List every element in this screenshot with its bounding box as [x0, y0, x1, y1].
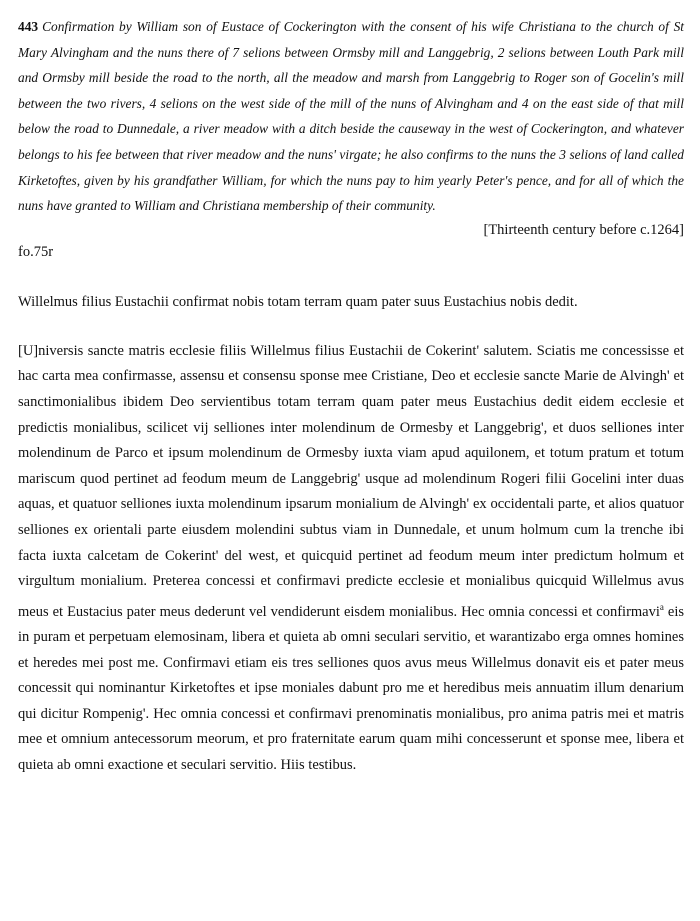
latin-rubric: Willelmus filius Eustachii confirmat nobis totam terram quam pater suus Eustachius nobis dedit.	[18, 293, 578, 310]
charter-text-part1: [U]niversis sancte matris ecclesie filiis Willelmus filius Eustachii de Cokerint' salutem. Sciatis me concessisse et hac carta mea confirmasse, assensu et consensu sponse mee Cristiane, Deo et ecclesie sancte Marie de Alvingh' et sanctimonialibus ibidem Deo servientibus totam terram quam pater meus Eustachius dedit eidem ecclesie et predictis monialibus, scilicet vij selliones inter molendinum de Ormesby et Langgebrig', et duos selliones inter molendinum de Parco et ipsum molendinum de Ormesby iuxta viam apud aquilonem, et totum pratum et totum mariscum quod pertinet ad feodum meum de Langgebrig' usque ad molendinum Rogeri filii Gocelini inter duas aquas, et quatuor selliones iuxta molendinum ipsarum monialium de Alvingh' ex occidentali parte, et alios quatuor selliones ex orientali parte eiusdem molendini subtus viam in Dunnedale, et unum holmum cum la trenche ibi facta iuxta calcetam de Cokerint' del west, et quicquid pertinet ad feodum meum inter predictum holmum et virgultum monialium. Preterea concessi et confirmavi predicte ecclesie et monialibus quicquid Willelmus avus meus et Eustacius pater meus dederunt vel vendiderunt eisdem monialibus. Hec omnia concessi et confirmavi	[18, 342, 684, 620]
entry-number: 443	[18, 19, 39, 34]
summary-text: Confirmation by William son of Eustace of Cockerington with the consent of his wife Christiana to the church of St Mary Alvingham and the nuns there of 7 selions between Ormsby mill and Langgebrig, 2 selions between Louth Park mill and Ormsby mill beside the road to the north, all the meadow and marsh from Langgebrig to Roger son of Gocelin's mill between the two rivers, 4 selions on the west side of the mill of the nuns of Alvingham and 4 on the east side of that mill below the road to Dunnedale, a river meadow with a ditch beside the causeway in the west of Cockerington, and whatever belongs to his fee between that river meadow and the nuns' virgate; he also confirms to the nuns the 3 selions of land called Kirketoftes, given by his grandfather William, for which the nuns pay to him yearly Peter's pence, and for all of which the nuns have granted to William and Christiana membership of their community.	[18, 19, 684, 214]
folio-reference: fo.75r	[18, 243, 54, 260]
date-note: [Thirteenth century before c.1264]	[483, 221, 684, 238]
charter-text	[18, 339, 684, 779]
document-page	[18, 14, 684, 779]
entry-summary	[18, 14, 684, 219]
charter-text-part2: eis in puram et perpetuam elemosinam, libera et quieta ab omni seculari servitio, et warantizabo erga omnes homines et heredes mei post me. Confirmavi etiam eis tres selliones quos avus meus Willelmus donavit eis et pater meus concessit qui nominantur Kirketoftes et ipse moniales dabunt pro me et heredibus meis annuatim illum denarium qui dicitur Rompenig'. Hec omnia concessi et confirmavi prenominatis monialibus, pro anima patris mei et matris mee et omnium antecessorum meorum, et pro fraternitate earum quam mihi concesserunt et sponse mee, libera et quieta ab omni exactione et seculari servitio. Hiis testibus.	[18, 603, 684, 774]
footnote-marker: a	[659, 601, 664, 612]
